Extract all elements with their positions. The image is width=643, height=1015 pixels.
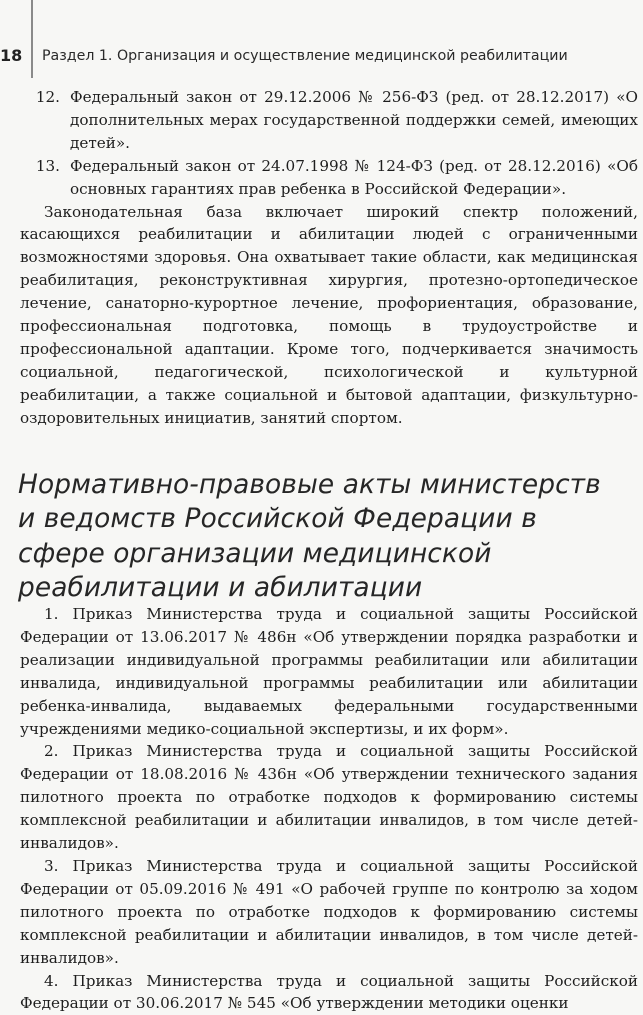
reference-text: Федеральный закон от 24.07.1998 № 124-ФЗ (ред. от 28.12.2016) «Об основных гарантиях прав ребенка в Российской Федерации». — [70, 155, 638, 201]
reference-text: Федеральный закон от 29.12.2006 № 256-ФЗ (ред. от 28.12.2017) «О дополнительных мерах государственной поддержки семей, имеющих детей». — [70, 86, 638, 155]
order-item: 3. Приказ Министерства труда и социальной защиты Российской Федерации от 05.09.2016 № 491 «О рабочей группе по контролю за ходом пилотного проекта по отработке подходов к формированию системы комплексной реабилитации и абилитации инвалидов, в том числе детей-инвалидов». — [20, 855, 638, 970]
body-paragraph: Законодательная база включает широкий спектр положений, касающихся реабилитации и абилитации людей с ограниченными возможностями здоровья. Она охватывает такие области, как медицинская реабилитация, реконструктивная хирургия, протезно-ортопедическое лечение, санаторно-курортное лечение, профориентация, образование, профессиональная подготовка, помощь в трудоустройстве и профессиональной адаптации. Кроме того, подчеркивается значимость социальной, педагогической, психологической и культурной реабилитации, а также социальной и бытовой адаптации, физкультурно-оздоровительных инициатив, занятий спортом. — [20, 201, 638, 430]
reference-number: 13. — [20, 155, 70, 178]
reference-number: 12. — [20, 86, 70, 109]
orders-list — [20, 603, 638, 1015]
header-divider — [31, 0, 33, 78]
order-item: 2. Приказ Министерства труда и социальной защиты Российской Федерации от 18.08.2016 № 436н «Об утверждении технического задания пилотного проекта по отработке подходов к формированию системы комплексной реабилитации и абилитации инвалидов, в том числе детей-инвалидов». — [20, 740, 638, 855]
body-text — [20, 86, 638, 430]
order-item: 4. Приказ Министерства труда и социальной защиты Российской Федерации от 30.06.2017 № 545 «Об утверждении методики оценки — [20, 970, 638, 1015]
reference-item — [20, 155, 638, 201]
running-section-title: Раздел 1. Организация и осуществление медицинской реабилитации — [42, 48, 568, 64]
reference-item — [20, 86, 638, 155]
order-item: 1. Приказ Министерства труда и социальной защиты Российской Федерации от 13.06.2017 № 486н «Об утверждении порядка разработки и реализации индивидуальной программы реабилитации или абилитации инвалида, индивидуальной программы реабилитации или абилитации ребенка-инвалида, выдаваемых федеральными государственными учреждениями медико-социальной экспертизы, и их форм». — [20, 603, 638, 740]
section-heading: Нормативно-правовые акты министерств и ведомств Российской Федерации в сфере организации медицинской реабилитации и абилитации — [18, 468, 618, 606]
page-number: 18 — [0, 46, 30, 65]
page-header — [0, 0, 643, 80]
